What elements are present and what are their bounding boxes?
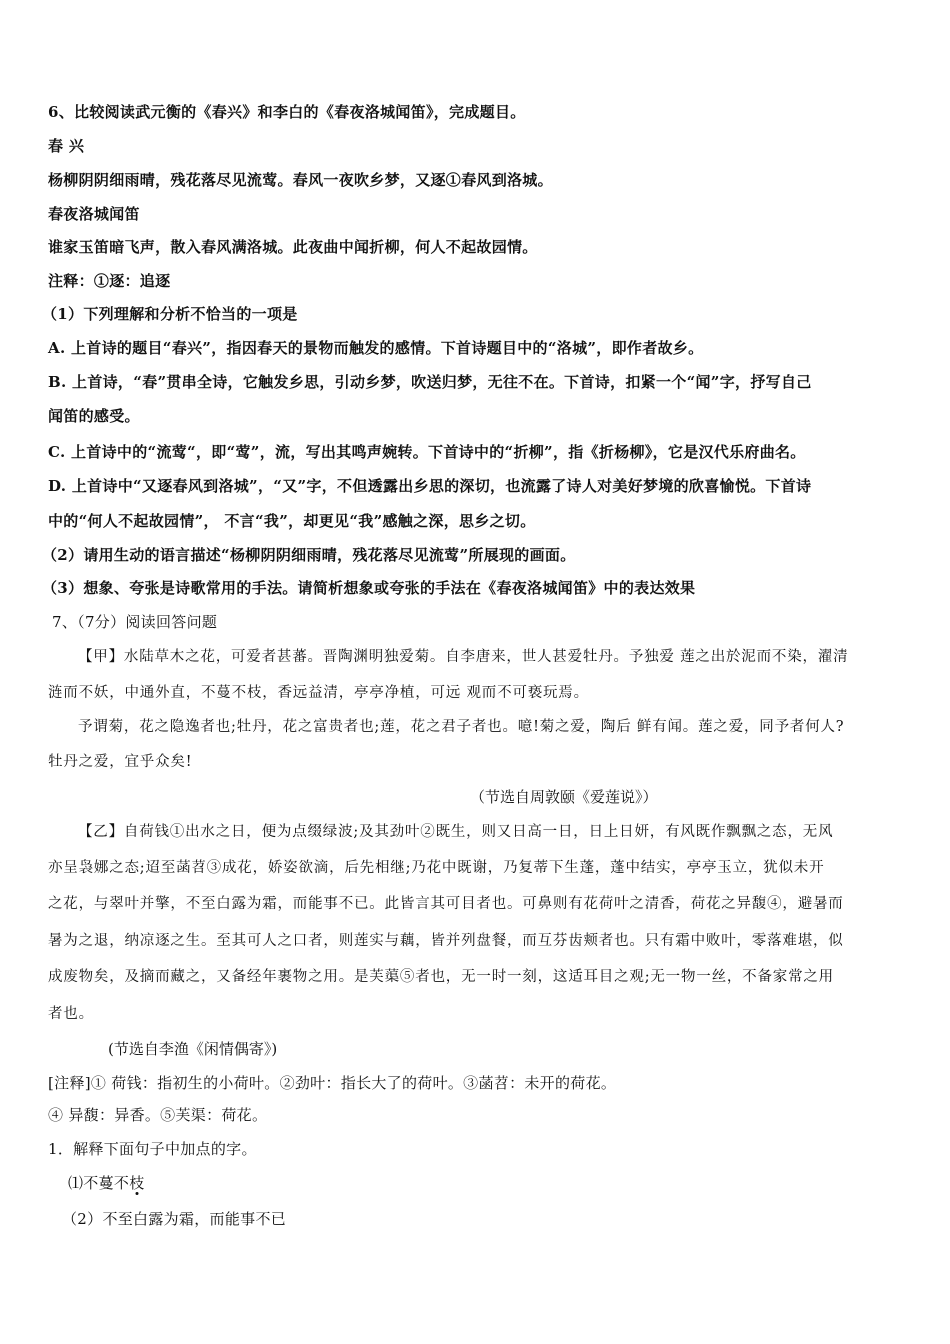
poem2-title: 春夜洛城闻笛 (48, 205, 140, 223)
q6-sub3: （3）想象、夸张是诗歌常用的手法。请简析想象或夸张的手法在《春夜洛城闻笛》中的表达效果 (42, 579, 696, 597)
option-b-line2: 闻笛的感受。 (48, 407, 140, 425)
yi-source: (节选自李渔《闲情偶寄》) (108, 1040, 278, 1058)
option-b-line1: B. 上首诗，“春”贯串全诗，它触发乡思，引动乡梦，吹送归梦，无往不在。下首诗，扣紧一个“闻”字，抒写自己 (48, 373, 812, 391)
jia-line2: 涟而不妖，中通外直，不蔓不枝，香远益清，亭亭净植，可远 观而不可亵玩焉。 (48, 685, 589, 701)
option-c: C. 上首诗中的“流莺“，即“莺”，流，写出其鸣声婉转。下首诗中的“折柳”，指《折杨柳》，它是汉代乐府曲名。 (48, 443, 806, 461)
poem-note: 注释：①逐：追逐 (48, 272, 171, 290)
notes-line2: ④ 异馥：异香。⑤芙渠：荷花。 (48, 1106, 268, 1124)
jia-line4: 牡丹之爱，宜乎众矣! (48, 754, 193, 770)
dotted-char: 枝 (129, 1174, 145, 1192)
poem1-text: 杨柳阴阴细雨晴，残花落尽见流莺。春风一夜吹乡梦，又逐①春风到洛城。 (48, 171, 553, 189)
jia-line3: 予谓菊，花之隐逸者也;牡丹，花之富贵者也;莲，花之君子者也。噫!菊之爱，陶后 鲜有闻。莲之爱，同予者何人? (78, 719, 845, 735)
q6-title: 6、比较阅读武元衡的《春兴》和李白的《春夜洛城闻笛》，完成题目。 (48, 103, 526, 121)
option-d-line2: 中的“何人不起故园情”， 不言“我”，却更见“我”感触之深，思乡之切。 (48, 512, 536, 530)
q6-sub1: （1）下列理解和分析不恰当的一项是 (42, 305, 298, 323)
yi-line2: 亦呈袅娜之态;迢至菡苕③成花，娇姿欲滴，后先相继;乃花中既谢，乃复蒂下生蓬，蓬中结实，亭亭玉立，犹似未开 (48, 860, 825, 876)
ask1-a-text: ⑴不蔓不 (68, 1174, 130, 1192)
poem1-title: 春 兴 (48, 137, 85, 155)
q6-sub2: （2）请用生动的语言描述“杨柳阴阴细雨晴，残花落尽见流莺”所展现的画面。 (42, 546, 576, 564)
q7-ask1-a (68, 1173, 145, 1193)
notes-line1: [注释]① 荷钱：指初生的小荷叶。②劲叶：指长大了的荷叶。③菡苕：未开的荷花。 (48, 1074, 617, 1092)
yi-line3: 之花，与翠叶并擎，不至白露为霜，而能事不已。此皆言其可目者也。可鼻则有花荷叶之清香，荷花之异馥④，避暑而 (48, 896, 844, 912)
yi-line5: 成废物矣，及摘而藏之，又备经年裹物之用。是芙蕖⑤者也，无一时一刻，这适耳目之观;无一物一丝，不备家常之用 (48, 969, 834, 985)
option-d-line1: D. 上首诗中“又逐春风到洛城”，“又”字，不但透露出乡思的深切，也流露了诗人对美好梦境的欣喜愉悦。下首诗 (48, 477, 812, 495)
poem2-text: 谁家玉笛暗飞声，散入春风满洛城。此夜曲中闻折柳，何人不起故园情。 (48, 238, 538, 256)
jia-line1: 【甲】水陆草木之花，可爱者甚蕃。晋陶渊明独爱菊。自李唐来，世人甚爱牡丹。予独爱 莲之出於泥而不染，濯清 (78, 649, 849, 665)
q7-title: 7、（7分）阅读回答问题 (52, 613, 218, 631)
option-a: A. 上首诗的题目“春兴”，指因春天的景物而触发的感情。下首诗题目中的“洛城”，即作者故乡。 (48, 339, 704, 357)
yi-line4: 暑为之退，纳凉逐之生。至其可人之口者，则莲实与藕，皆并列盘餐，而互芬齿颊者也。只有霜中败叶，零落难堪，似 (48, 933, 844, 949)
yi-line6: 者也。 (48, 1006, 94, 1022)
q7-ask1: 1．解释下面句子中加点的字。 (48, 1140, 257, 1158)
q7-ask1-b: （2）不至白露为霜，而能事不已 (62, 1210, 287, 1228)
jia-source: （节选自周敦颐《爱莲说》） (470, 788, 658, 806)
yi-line1: 【乙】自荷钱①出水之日，便为点缀绿波;及其劲叶②既生，则又日高一日，日上日妍，有风既作飘飘之态，无风 (78, 824, 834, 840)
